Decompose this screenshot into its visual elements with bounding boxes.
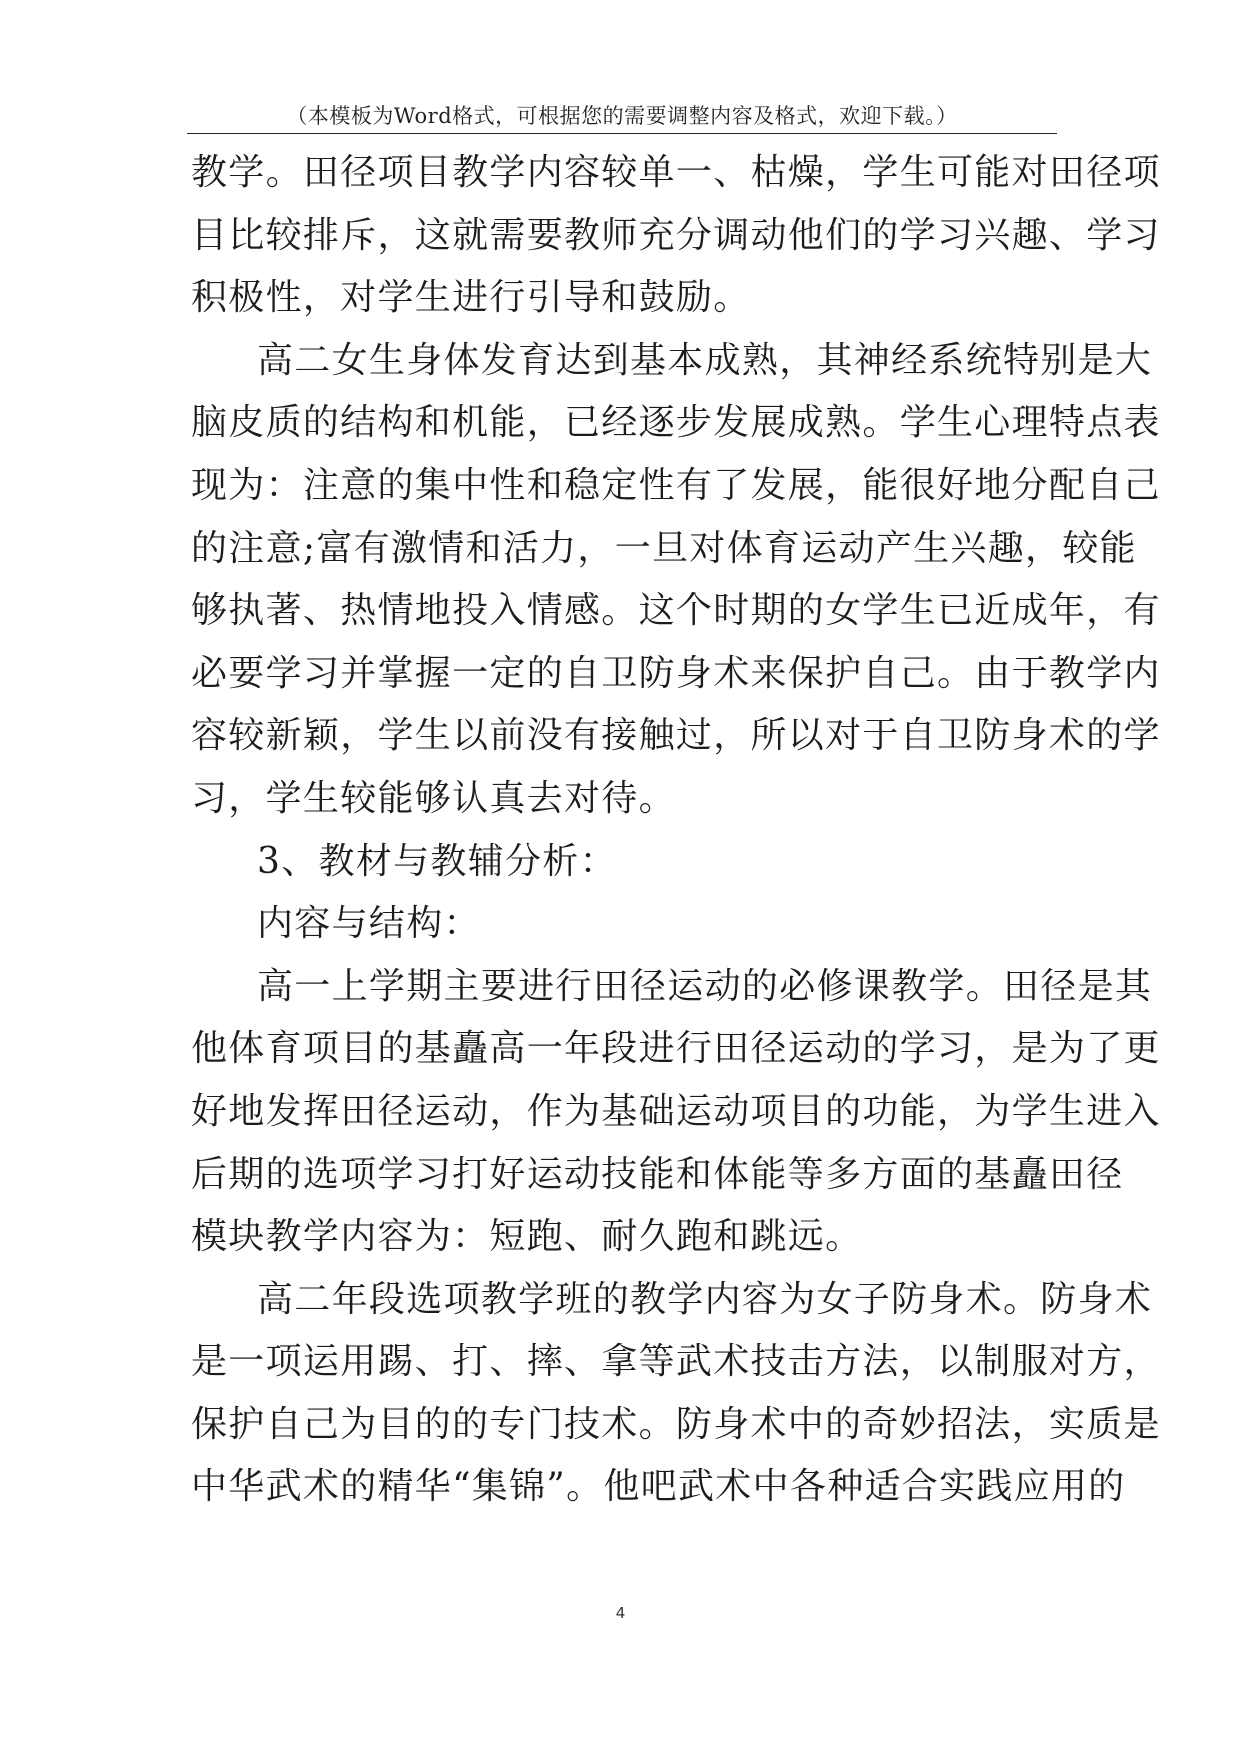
page-number: 4 <box>615 1604 626 1622</box>
subsection-heading: 内容与结构： <box>257 903 481 945</box>
header-divider <box>187 133 1057 134</box>
text-line: 现为：注意的集中性和稳定性有了发展，能很好地分配自己 <box>191 464 1161 506</box>
text-line: 脑皮质的结构和机能，已经逐步发展成熟。学生心理特点表 <box>191 402 1161 444</box>
page-header: （本模板为Word格式，可根据您的需要调整内容及格式，欢迎下载。） <box>286 104 958 128</box>
text-line: 保护自己为目的的专门技术。防身术中的奇妙招法，实质是 <box>191 1403 1161 1445</box>
text-line: 教学。田径项目教学内容较单一、枯燥，学生可能对田径项 <box>191 152 1161 193</box>
text-line: 够执著、热情地投入情感。这个时期的女学生已近成年，有 <box>191 590 1161 632</box>
text-line: 模块教学内容为：短跑、耐久跑和跳远。 <box>191 1216 863 1258</box>
text-line: 容较新颖，学生以前没有接触过，所以对于自卫防身术的学 <box>191 715 1161 757</box>
text-line: 的注意;富有激情和活力，一旦对体育运动产生兴趣，较能 <box>191 527 1137 569</box>
paragraph-start-line: 高一上学期主要进行田径运动的必修课教学。田径是其 <box>257 965 1153 1007</box>
text-line: 积极性，对学生进行引导和鼓励。 <box>191 277 751 319</box>
document-body <box>191 142 1161 1519</box>
paragraph-start-line: 高二女生身体发育达到基本成熟，其神经系统特别是大 <box>257 339 1153 381</box>
text-line: 目比较排斥，这就需要教师充分调动他们的学习兴趣、学习 <box>191 214 1161 256</box>
text-line: 必要学习并掌握一定的自卫防身术来保护自己。由于教学内 <box>191 652 1161 694</box>
paragraph-start-line: 高二年段选项教学班的教学内容为女子防身术。防身术 <box>257 1278 1153 1320</box>
text-line: 是一项运用踢、打、摔、拿等武术技击方法，以制服对方， <box>191 1341 1161 1383</box>
text-line: 中华武术的精华“集锦”。他吧武术中各种适合实践应用的 <box>191 1466 1126 1508</box>
text-line: 后期的选项学习打好运动技能和体能等多方面的基矗田径 <box>191 1153 1124 1195</box>
text-line: 习，学生较能够认真去对待。 <box>191 777 676 819</box>
text-line: 好地发挥田径运动，作为基础运动项目的功能，为学生进入 <box>191 1090 1161 1132</box>
text-line: 他体育项目的基矗高一年段进行田径运动的学习，是为了更 <box>191 1028 1161 1070</box>
section-heading: 3、教材与教辅分析： <box>257 840 617 882</box>
